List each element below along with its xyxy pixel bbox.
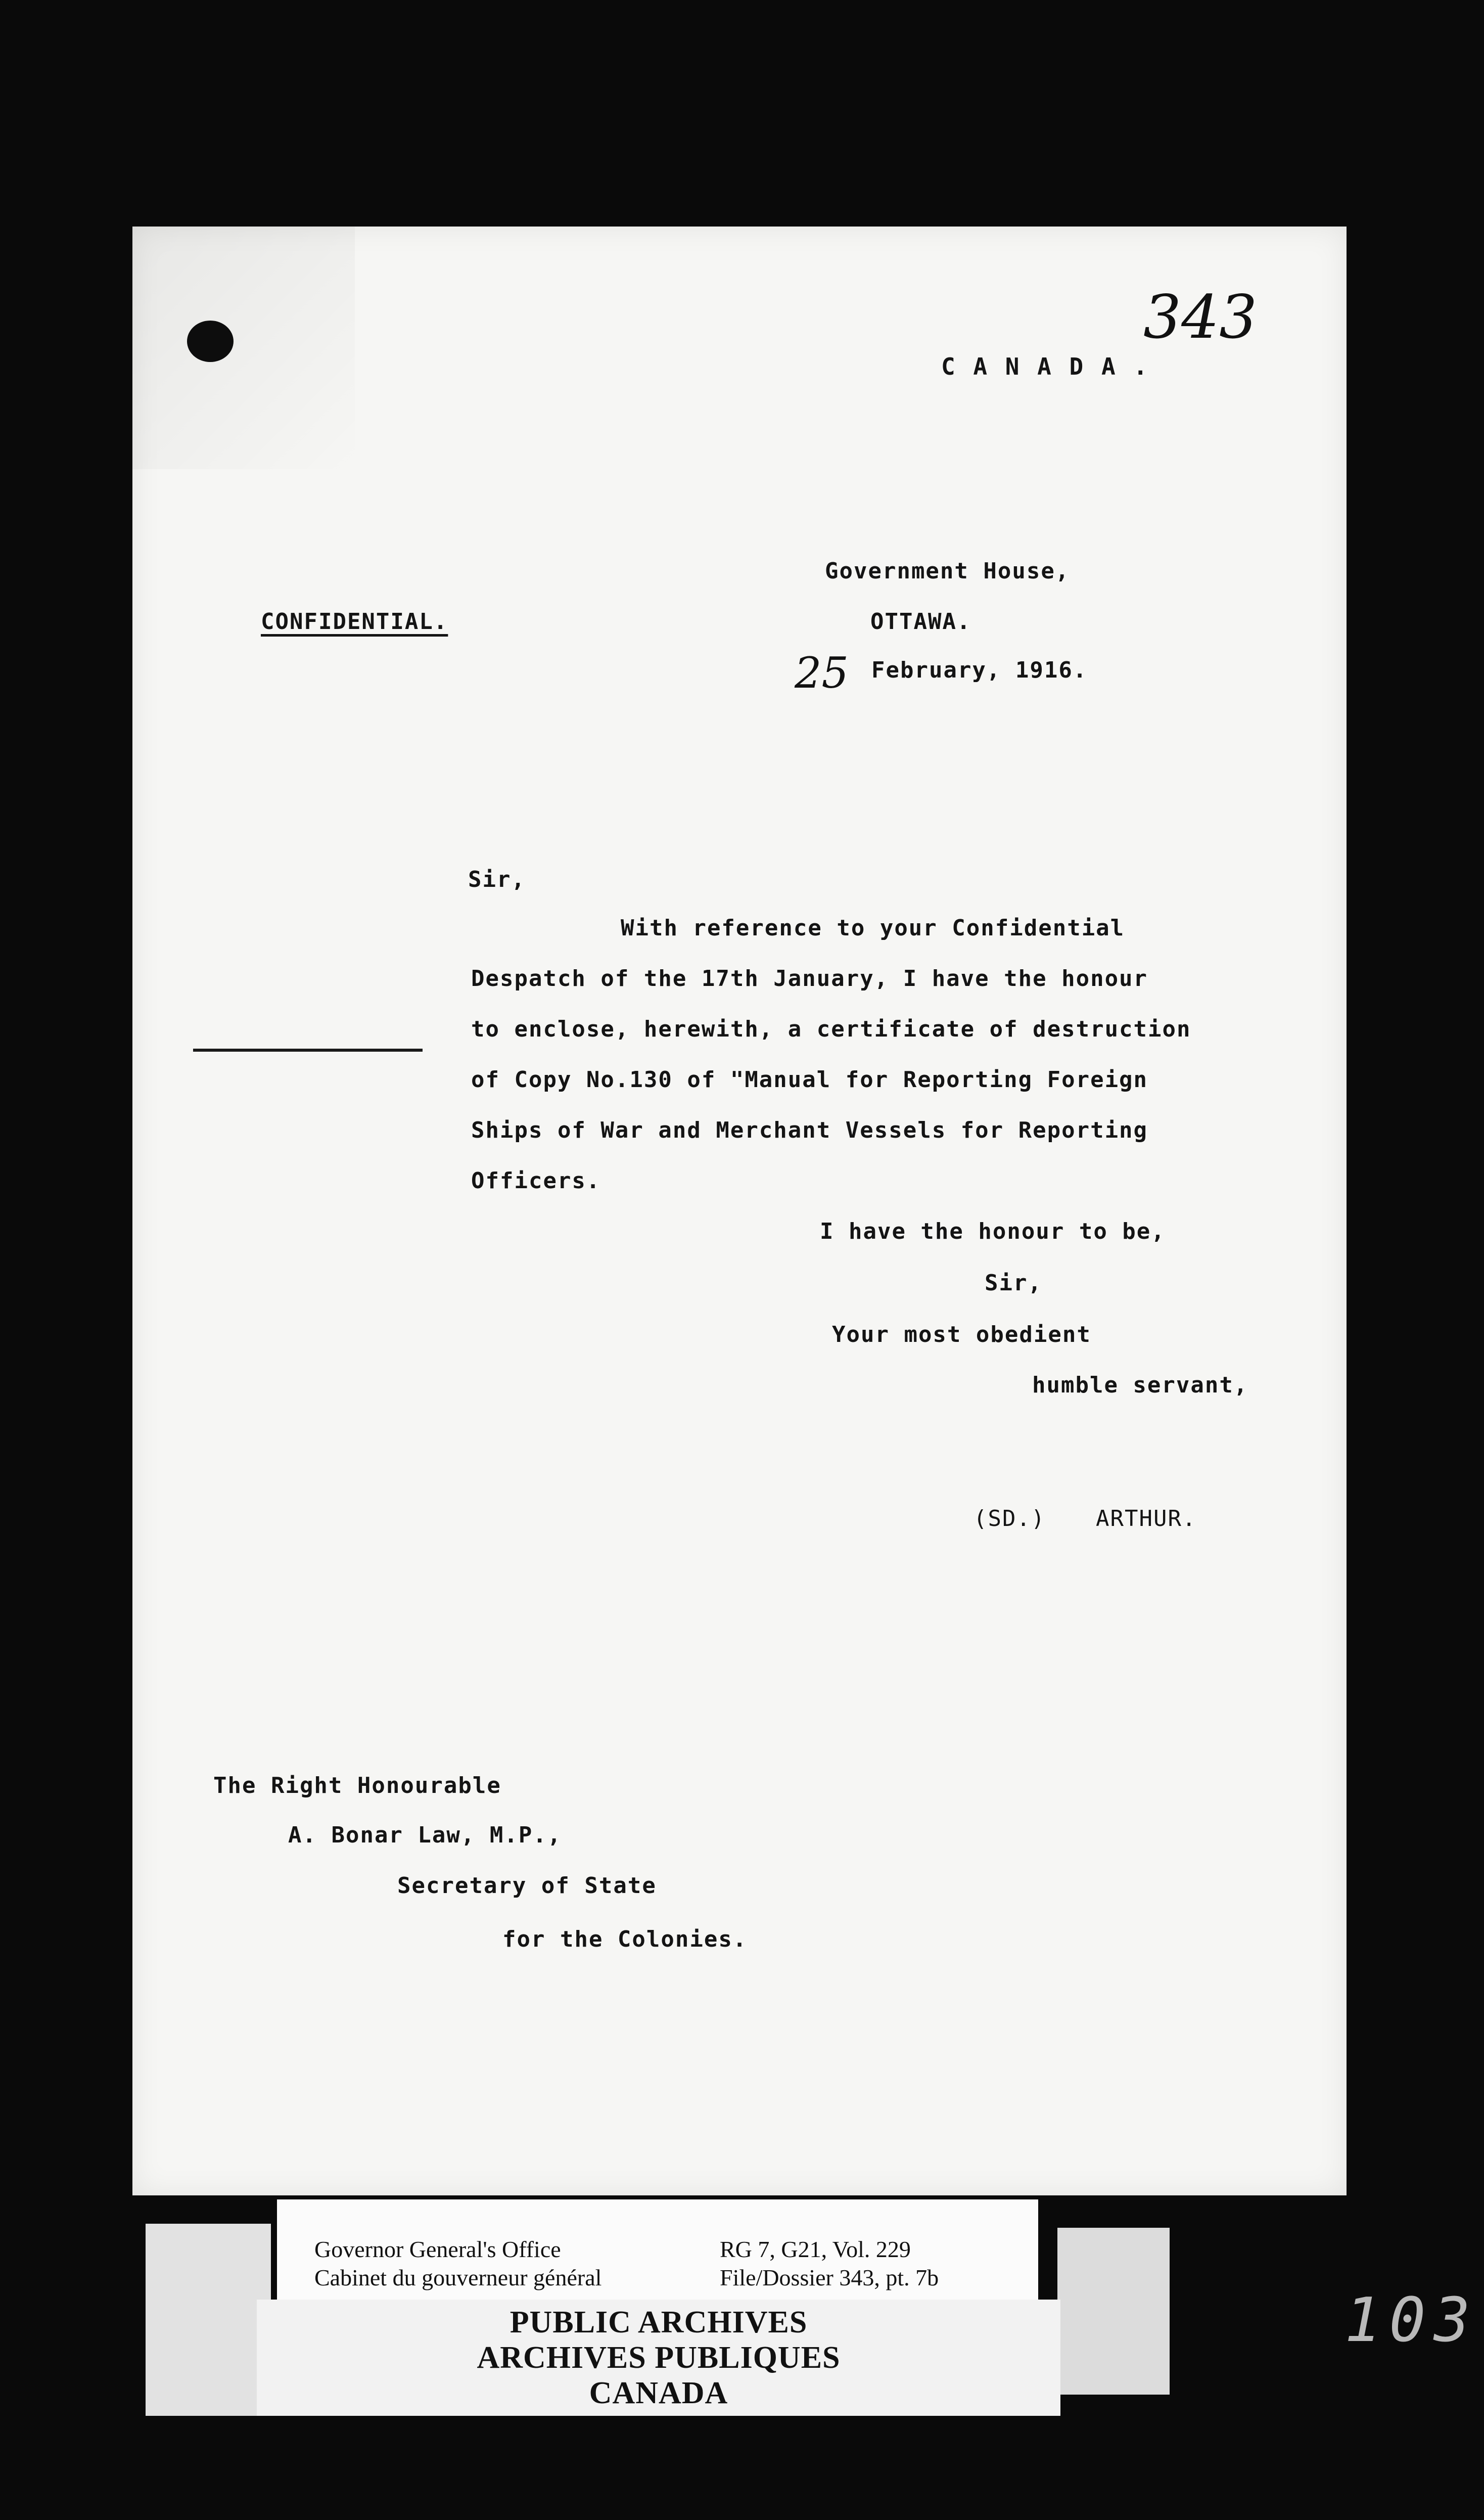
margin-rule <box>193 1049 423 1052</box>
ink-blot <box>187 321 234 362</box>
record-group-ref: RG 7, G21, Vol. 229 <box>720 2236 911 2262</box>
file-ref: File/Dossier 343, pt. 7b <box>720 2265 939 2290</box>
addressee-line: Secretary of State <box>397 1873 657 1899</box>
frame-number: 103 <box>1344 2285 1478 2356</box>
classification-label: CONFIDENTIAL. <box>261 609 448 635</box>
salutation: Sir, <box>468 867 526 892</box>
addressee-line: The Right Honourable <box>213 1773 501 1798</box>
body-line: of Copy No.130 of "Manual for Reporting Foreign <box>471 1067 1148 1093</box>
film-edge-right <box>1057 2228 1170 2395</box>
body-line: Ships of War and Merchant Vessels for Reporting <box>471 1117 1148 1143</box>
office-english: Governor General's Office <box>314 2236 561 2262</box>
page-number: 343 <box>1143 282 1258 352</box>
closing-line: Sir, <box>985 1270 1042 1296</box>
date-line: February, 1916. <box>871 657 1088 683</box>
film-edge-left <box>146 2224 271 2416</box>
body-line: Officers. <box>471 1168 601 1194</box>
body-line: With reference to your Confidential <box>621 915 1125 941</box>
archives-line-2: ARCHIVES PUBLIQUES <box>477 2341 841 2375</box>
addressee-line: A. Bonar Law, M.P., <box>288 1822 562 1848</box>
address-line-1: Government House, <box>825 558 1070 584</box>
body-line: to enclose, herewith, a certificate of destruction <box>471 1016 1191 1042</box>
signature-name: ARTHUR. <box>1096 1506 1197 1532</box>
closing-line: Your most obedient <box>832 1322 1091 1347</box>
letter-heading: C A N A D A . <box>941 353 1150 380</box>
archives-line-3: CANADA <box>589 2376 728 2410</box>
address-line-2: OTTAWA. <box>870 609 971 635</box>
public-archives-stamp <box>257 2300 1060 2416</box>
paper-shading <box>132 227 355 469</box>
signature-sd: (SD.) <box>973 1506 1046 1532</box>
archives-line-1: PUBLIC ARCHIVES <box>509 2305 808 2339</box>
body-line: Despatch of the 17th January, I have the honour <box>471 966 1148 992</box>
addressee-line: for the Colonies. <box>502 1926 748 1952</box>
closing-line: I have the honour to be, <box>820 1219 1166 1244</box>
closing-line: humble servant, <box>1032 1372 1248 1398</box>
date-day-handwritten: 25 <box>795 648 849 698</box>
letter-page <box>132 227 1347 2195</box>
office-french: Cabinet du gouverneur général <box>314 2265 602 2290</box>
archive-reference-label <box>277 2199 1038 2305</box>
